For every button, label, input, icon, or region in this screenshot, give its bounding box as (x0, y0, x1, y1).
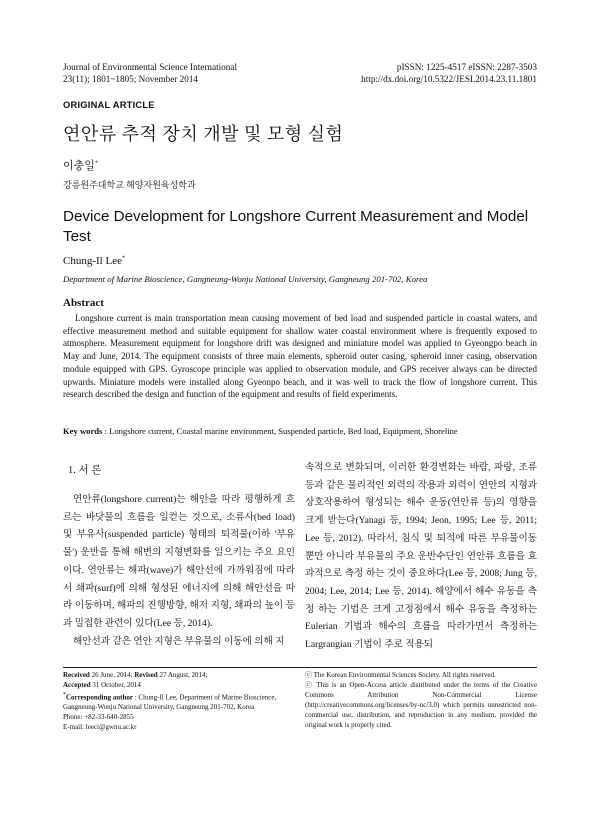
doi-link[interactable]: http://dx.doi.org/10.5322/JESI.2014.23.11.1801 (361, 74, 537, 84)
english-author (63, 255, 125, 267)
license-notice: ⓒ This is an Open-Access article distributed under the terms of the Creative Commons Attribution Non-Commercial License (http://creativecommons.org/licenses/by-nc/3.0) which permits unrestricted non-commercial use, distribution, and reproduction in any medium, provided the original work is properly cited. (305, 681, 537, 729)
korean-author-mark: * (94, 160, 98, 167)
body-paragraph: 연안류(longshore current)는 해안을 따라 평행하게 흐르는 바닷물의 흐름을 일컫는 것으로, 소류사(bed load) 및 부유사(suspended particle) 형태의 퇴적물(이하 '부유물') 운반을 통해 해변의 지형변화를 일으키는 주요 요인이다. 연안류는 해파(wave)가 해안선에 가까워짐에 따라서 쇄파(surf)에 의해 형성된 에너지에 의해 해안선을 따라 이동하며, 해파의 진행방향, 해저 지형, 쇄파의 높이 등과 밀접한 관련이 있다(Lee 등, 2014). (63, 494, 295, 629)
section-heading: 1. 서 론 (68, 465, 102, 476)
phone: Phone: +82-33-640-2855 (63, 713, 134, 722)
korean-affiliation: 강릉원주대학교 해양자원육성학과 (63, 180, 196, 190)
corr-name: : Chung-Il Lee, Department of Marine Bioscience, (132, 693, 277, 702)
korean-title: 연안류 추적 장치 개발 및 모형 실험 (63, 124, 344, 144)
corr-address: Gangneung-Wonju National University, Gangneung 201-702, Korea (63, 703, 255, 712)
journal-name: Journal of Environmental Science International (63, 62, 237, 72)
accepted-date: 31 October, 2014 (90, 681, 141, 689)
revised-label: Revised (134, 671, 158, 679)
accepted-line (63, 680, 293, 690)
footnote-divider (63, 667, 537, 668)
received-date: 26 June, 2014; (89, 671, 135, 679)
footnote-left (63, 670, 293, 732)
keywords-label: Key words (63, 426, 103, 436)
article-type: ORIGINAL ARTICLE (63, 99, 155, 110)
copyright-notice: ⓒ The Korean Environmental Sciences Society. All rights reserved. (305, 671, 496, 679)
body-column-right (305, 459, 537, 654)
issn: pISSN: 1225-4517 eISSN: 2287-3503 (396, 62, 537, 72)
accepted-label: Accepted (63, 681, 91, 689)
english-title: Device Development for Longshore Current Measurement and Model Test (63, 208, 529, 245)
english-affiliation: Department of Marine Bioscience, Gangneung-Wonju National University, Gangneung 201-702, Korea (63, 274, 428, 284)
english-author-name: Chung-Il Lee (63, 255, 122, 267)
volume-pages: 23(11); 1801~1805; November 2014 (63, 74, 199, 84)
journal-header-left (63, 61, 237, 85)
body-column-left (63, 491, 295, 650)
keywords-list: : Longshore current, Coastal marine environment, Suspended particle, Bed load, Equipment, Shoreline (102, 426, 458, 436)
korean-author (63, 157, 98, 173)
journal-header-right (361, 61, 537, 85)
received-label: Received (63, 671, 90, 679)
body-paragraph: 해안선과 같은 연안 지형은 부유물의 이동에 의해 지 (73, 635, 285, 647)
korean-author-name: 이충일 (63, 160, 95, 172)
english-author-mark: * (121, 255, 125, 262)
revised-date: 27 August, 2014; (157, 671, 208, 679)
footnote-right (305, 670, 537, 730)
email-link[interactable]: E-mail: leeci@gwnu.ac.kr (63, 723, 137, 732)
body-paragraph: 속적으로 변화되며, 이러한 환경변화는 바람, 파랑, 조류 등과 같은 물리적인 외력의 작용과 외력이 연안의 지형과 상호작용하여 형성되는 해수 운동(연안류 등)의 영향을 크게 받는다(Yanagi 등, 1994; Jeon, 1995; Lee 등, 2011; Lee 등, 2012). 따라서, 침식 및 퇴적에 따른 부유물이동 뿐만 아니라 부유물의 주요 운반수단인 연안류 흐름을 효과적으로 측정 하는 것이 중요하다(Lee 등, 2008; Jung 등, 2004; Lee, 2014; Lee 등, 2014). 해양에서 해수 유동을 측정 하는 기법은 크게 고정점에서 해수 유동을 측정하는 Eulerian 기법과 해수의 흐름을 따라가면서 측정하는 Largrangian 기법이 주로 적용되 (305, 462, 537, 651)
corr-label: Corresponding author (66, 693, 133, 702)
keywords (63, 426, 543, 436)
corresponding-line (63, 690, 293, 702)
corr-mark: * (63, 692, 66, 698)
abstract-text: Longshore current is main transportation mean causing movement of bed load and suspended particle in coastal waters, and effective measurement method and suitable equipment for shallow water coastal environment where is frequently exposed to atmosphere. Measurement equipment for longshore drift was designed and miniature model was applied to Gyeongpo beach in May and June, 2014. The equipment consists of three main elements, spheroid outer casing, spheroid inner casing, observation module equipped with GPS. Gyroscope principle was applied to observation module, and GPS receiver always can be directed upwards. Miniature models were installed along Gyeonpo beach, and it was well to track the flow of longshore current. This research described the design and function of the equipment and results of field experiments. (63, 313, 537, 400)
abstract-heading: Abstract (63, 297, 104, 309)
dates-line (63, 670, 293, 680)
